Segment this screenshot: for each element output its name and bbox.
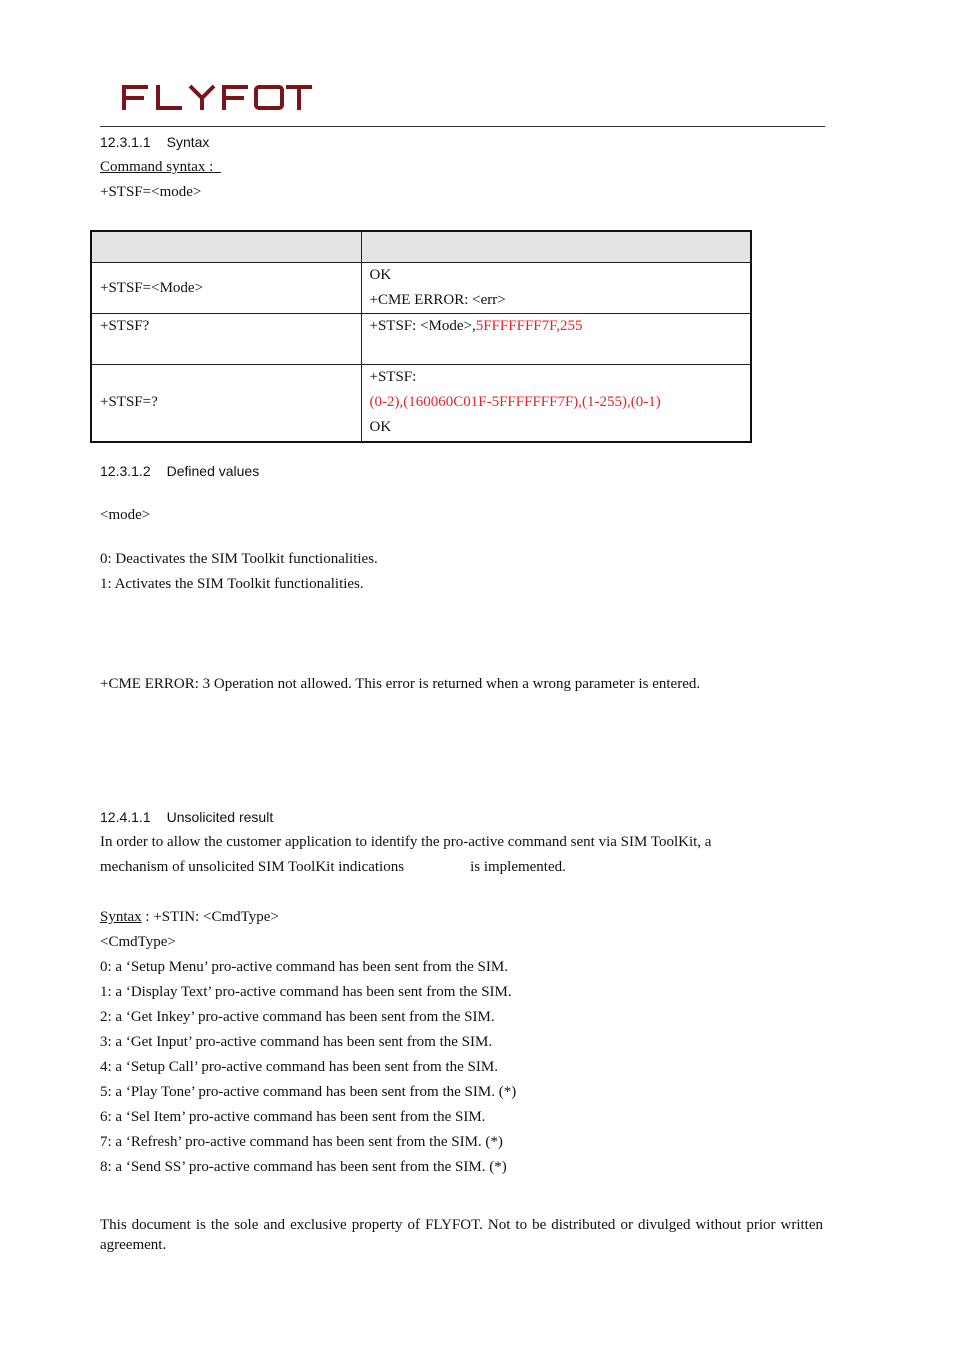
table-row [91, 263, 751, 314]
mode-value-1: 1: Activates the SIM Toolkit functionalities. [100, 576, 364, 592]
intro-line-1: In order to allow the customer application to identify the pro-active command sent via SIM ToolKit, a [100, 834, 712, 850]
intro-line-2: mechanism of unsolicited SIM ToolKit indications is implemented. [100, 859, 566, 875]
cmdtype-value: 8: a ‘Send SS’ pro-active command has been sent from the SIM. (*) [100, 1159, 507, 1175]
unsolicited-heading: 12.4.1.1 Unsolicited result [100, 809, 274, 825]
cmd-cell: +STSF=? [91, 365, 361, 442]
logo-mark [118, 80, 313, 114]
cmdtype-value: 6: a ‘Sel Item’ pro-active command has been sent from the SIM. [100, 1109, 486, 1125]
cmdtype-value: 1: a ‘Display Text’ pro-active command has been sent from the SIM. [100, 984, 512, 1000]
table-header-row [91, 231, 751, 263]
cmdtype-value: 3: a ‘Get Input’ pro-active command has been sent from the SIM. [100, 1034, 493, 1050]
defined-values-heading: 12.3.1.2 Defined values [100, 463, 260, 479]
resp-cell: OK +CME ERROR: <err> [361, 263, 751, 314]
resp-cell: +STSF: <Mode>,5FFFFFFF7F,255 [361, 314, 751, 365]
flyfot-logo [118, 80, 313, 114]
command-table [90, 230, 752, 443]
syntax-heading: 12.3.1.1 Syntax [100, 134, 210, 150]
cmd-cell: +STSF? [91, 314, 361, 365]
command-syntax-value: +STSF=<mode> [100, 184, 202, 200]
resp-cell: +STSF: (0-2),(160060C01F-5FFFFFFF7F),(1-255),(0-1) OK [361, 365, 751, 442]
mode-value-0: 0: Deactivates the SIM Toolkit functionalities. [100, 551, 378, 567]
command-syntax-label: Command syntax : [100, 159, 214, 175]
cmdtype-value: 4: a ‘Setup Call’ pro-active command has been sent from the SIM. [100, 1059, 498, 1075]
table-row [91, 365, 751, 442]
cmdtype-value: 5: a ‘Play Tone’ pro-active command has been sent from the SIM. (*) [100, 1084, 517, 1100]
error-description: +CME ERROR: 3 Operation not allowed. This error is returned when a wrong parameter is entered. [100, 676, 701, 692]
header-divider [100, 126, 825, 127]
cmd-cell: +STSF=<Mode> [91, 263, 361, 314]
cmdtype-value: 0: a ‘Setup Menu’ pro-active command has been sent from the SIM. [100, 959, 508, 975]
cmdtype-param: <CmdType> [100, 934, 176, 950]
cmdtype-value: 7: a ‘Refresh’ pro-active command has been sent from the SIM. (*) [100, 1134, 503, 1150]
table-row [91, 314, 751, 365]
mode-param: <mode> [100, 507, 151, 523]
cmdtype-value: 2: a ‘Get Inkey’ pro-active command has been sent from the SIM. [100, 1009, 495, 1025]
stin-syntax: Syntax : +STIN: <CmdType> [100, 909, 279, 925]
footer-notice: This document is the sole and exclusive property of FLYFOT. Not to be distributed or divulged without prior written agreement. [100, 1217, 823, 1253]
